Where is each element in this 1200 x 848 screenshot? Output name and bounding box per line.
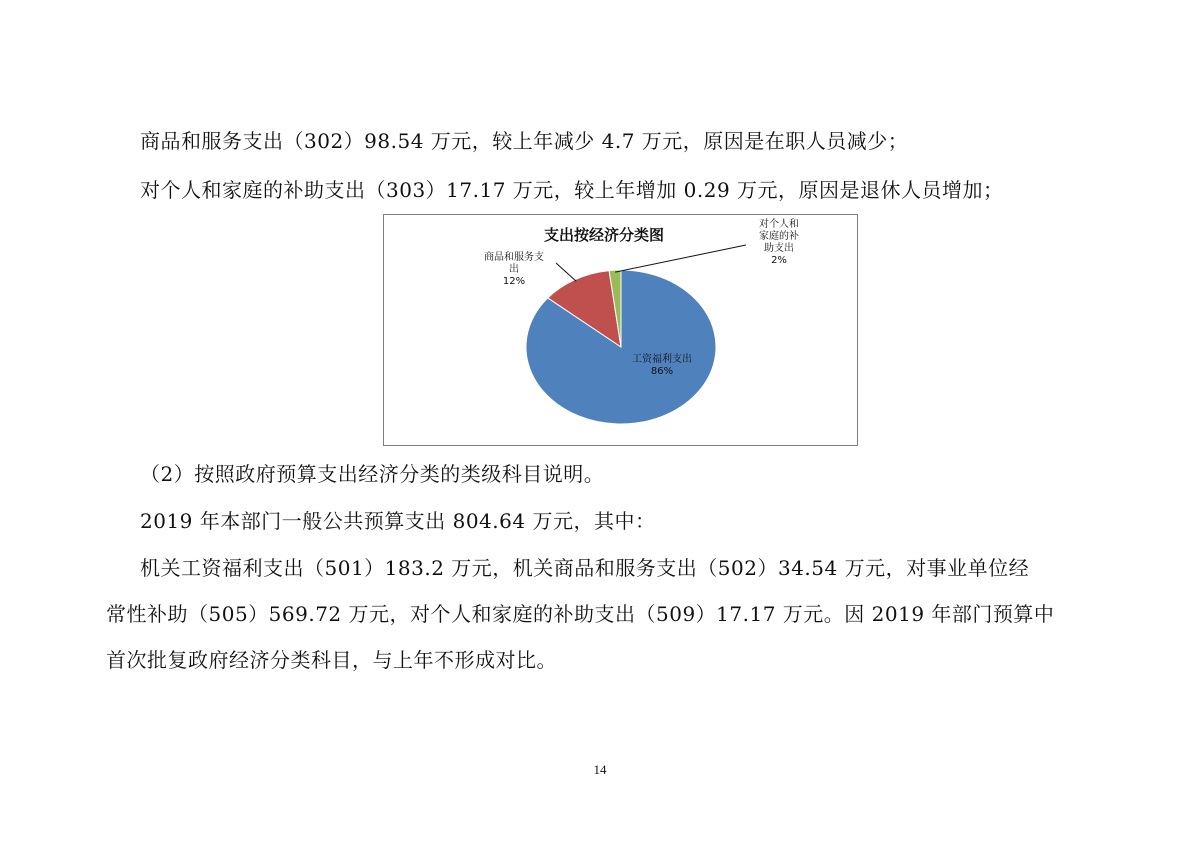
slice-label-text: 对个人和 (759, 219, 799, 230)
page-number: 14 (593, 762, 607, 777)
paragraph-line: 2019 年本部门一般公共预算支出 804.64 万元，其中： (140, 509, 656, 533)
slice-label-text: 工资福利支出 (632, 354, 692, 365)
slice-label-goods-services (466, 252, 562, 288)
slice-label-percent: 86% (650, 366, 674, 377)
slice-label-percent: 2% (771, 255, 787, 266)
paragraph-line: 机关工资福利支出（501）183.2 万元，机关商品和服务支出（502）34.54 万元，对事业单位经 (140, 556, 1030, 580)
pie-chart (383, 214, 858, 446)
slice-label-wages (612, 354, 712, 378)
chart-title: 支出按经济分类图 (543, 226, 664, 244)
slice-label-text: 家庭的补 (759, 231, 799, 242)
slice-label-household-subsidy (744, 219, 814, 267)
slice-label-percent: 12% (502, 276, 526, 287)
slice-label-text: 助支出 (764, 243, 794, 254)
paragraph-line: 首次批复政府经济分类科目，与上年不形成对比。 (106, 648, 557, 672)
leader-line (615, 245, 746, 272)
slice-label-text: 出 (509, 264, 519, 275)
paragraph-line: （2）按照政府预算支出经济分类的类级科目说明。 (140, 462, 605, 486)
paragraph-line: 对个人和家庭的补助支出（303）17.17 万元，较上年增加 0.29 万元，原因是退休人员增加； (140, 178, 1004, 202)
paragraph-line: 商品和服务支出（302）98.54 万元，较上年减少 4.7 万元，原因是在职人员减少； (140, 129, 909, 153)
slice-label-text: 商品和服务支 (484, 252, 544, 263)
paragraph-line: 常性补助（505）569.72 万元，对个人和家庭的补助支出（509）17.17 万元。因 2019 年部门预算中 (106, 602, 1055, 626)
